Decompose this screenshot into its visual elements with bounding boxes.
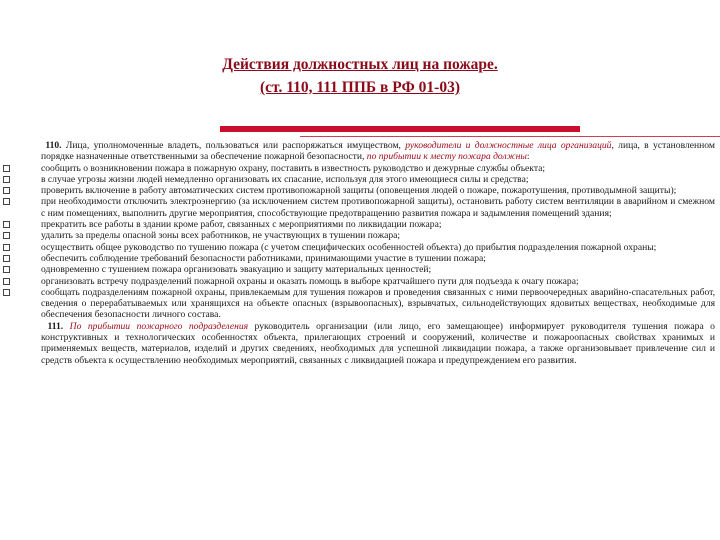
checkbox-bullet-icon <box>3 244 10 251</box>
title-divider-thin <box>300 136 720 137</box>
page-subtitle: (ст. 110, 111 ППБ в РФ 01-03) <box>260 79 460 96</box>
list-item <box>41 264 715 275</box>
checkbox-bullet-icon <box>3 266 10 273</box>
checkbox-bullet-icon <box>3 221 10 228</box>
checkbox-bullet-icon <box>3 176 10 183</box>
checkbox-bullet-icon <box>3 278 10 285</box>
list-item-text: удалить за пределы опасной зоны всех работников, не участвующих в тушении пожара; <box>41 230 401 242</box>
list-item-text: прекратить все работы в здании кроме работ, связанных с мероприятиями по ликвидации пожара; <box>41 219 442 231</box>
checkbox-bullet-icon <box>3 198 10 205</box>
list-item <box>41 242 715 253</box>
paragraph-italic: руководители и должностные лица организаций <box>405 140 612 151</box>
page-title: Действия должностных лиц на пожаре. <box>222 56 498 73</box>
paragraph-italic: По прибытии пожарного подразделения <box>69 320 249 332</box>
list-item <box>41 287 715 321</box>
paragraph-number: 110. <box>45 140 62 151</box>
list-item-text: организовать встречу подразделений пожарной охраны и оказать помощь в выборе кратчайшего пути для подъезда к очагу пожара; <box>41 275 579 287</box>
checkbox-bullet-icon <box>3 232 10 239</box>
checkbox-bullet-icon <box>3 289 10 296</box>
list-item <box>41 196 715 219</box>
list-item <box>41 230 715 241</box>
paragraph-text: , лица, в установленном порядке назначенные ответственными за обеспечение пожарной безопасности, <box>41 140 715 163</box>
list-item <box>41 163 715 174</box>
paragraph-text: руководитель организации (или лицо, его замещающее) информирует руководителя тушения пожара о конструктивных и технологических особенностях объекта, прилегающих строений и сооружений, количестве и пожароопасных свойствах хранимых и применяемых веществ, материалов, изделий и других сведениях, необходимых для успешной ликвидации пожара, а также организовывает привлечение сил и средств объекта к осуществлению необходимых мероприятий, связанных с ликвидацией пожара и предупреждением его развития. <box>41 320 715 366</box>
paragraph-110 <box>41 140 715 163</box>
checkbox-bullet-icon <box>3 187 10 194</box>
list-item <box>41 276 715 287</box>
paragraph-text: Лица, уполномоченные владеть, пользоваться или распоряжаться имуществом, <box>61 140 406 151</box>
list-item-text: сообщить о возникновении пожара в пожарную охрану, поставить в известность руководство и дежурные службы объекта; <box>41 162 546 174</box>
list-item-text: осуществить общее руководство по тушению пожара (с учетом специфических особенностей объекта) до прибытия подразделения пожарной охраны; <box>41 241 657 253</box>
list-item-text: в случае угрозы жизни людей немедленно организовать их спасание, используя для этого имеющиеся силы и средства; <box>41 173 529 185</box>
document-body <box>41 140 715 366</box>
list-item-text: обеспечить соблюдение требований безопасности работниками, принимающими участие в тушении пожара; <box>41 252 486 264</box>
paragraph-text: : <box>526 151 530 163</box>
list-item <box>41 219 715 230</box>
list-item <box>41 185 715 196</box>
list-item-text: сообщать подразделениям пожарной охраны, привлекаемым для тушения пожаров и проведения связанных с ними первоочередных аварийно-спасательных работ, сведения о перерабатываемых или хранящихся на объекте опасных (взрывоопасных), взрывчатых, сильнодействующих ядовитых веществах, необходимые для обеспечения безопасности личного состава. <box>41 286 715 321</box>
list-item-text: при необходимости отключить электроэнергию (за исключением систем противопожарной защиты), остановить работу систем вентиляции в аварийном и смежном с ним помещениях, выполнить другие мероприятия, способствующие предотвращению развития пожара и задымления помещений здания; <box>41 196 715 219</box>
list-item <box>41 253 715 264</box>
title-divider <box>220 126 580 132</box>
paragraph-number: 111. <box>47 320 64 332</box>
paragraph-111 <box>41 321 715 366</box>
list-item-text: одновременно с тушением пожара организовать эвакуацию и защиту материальных ценностей; <box>41 264 432 276</box>
list-item <box>41 174 715 185</box>
duties-list <box>41 163 715 321</box>
checkbox-bullet-icon <box>3 255 10 262</box>
list-item-text: проверить включение в работу автоматических систем противопожарной защиты (оповещения людей о пожаре, пожаротушения, противодымной защиты); <box>41 185 677 197</box>
checkbox-bullet-icon <box>3 165 10 172</box>
paragraph-italic: по прибытии к месту пожара должны <box>366 151 527 163</box>
